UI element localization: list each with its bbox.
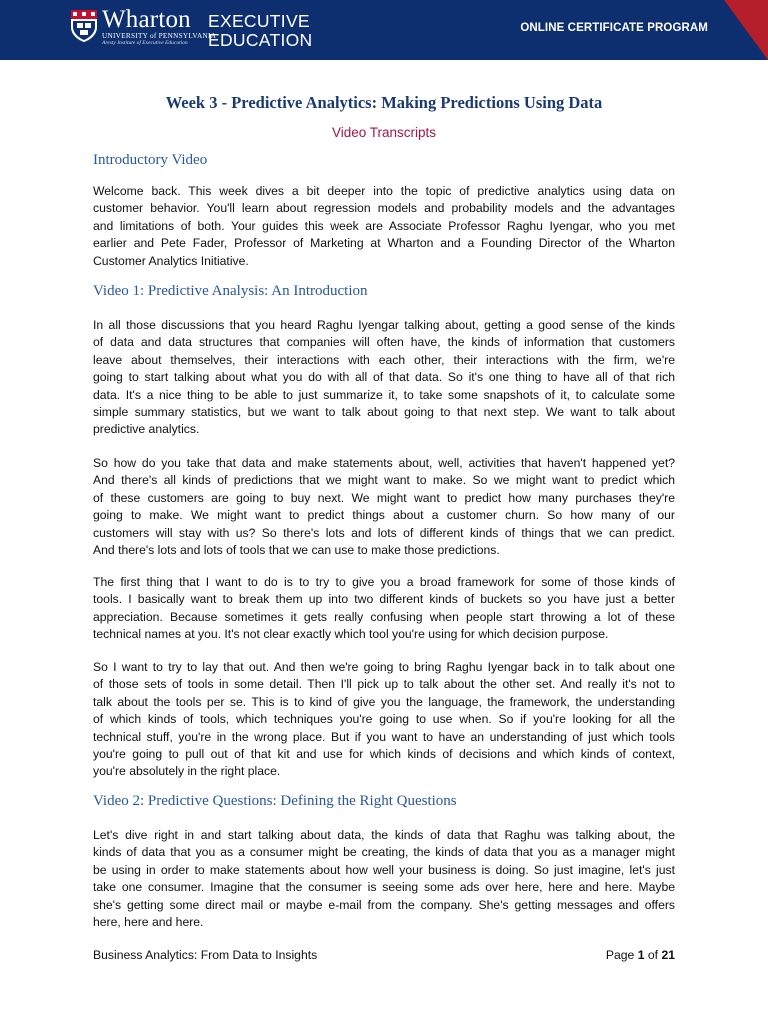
text-line: tools. I basically want to break them up into two different kinds of buckets so you have just a better [93, 592, 675, 607]
text-line: In all those discussions that you heard Raghu Iyengar talking about, getting a good sense of the kinds [93, 318, 675, 332]
text-line: leave about themselves, their interactions with each other, their interactions with the firm, we're [93, 352, 675, 367]
text-line: of data and data structures that companies will often have, the kinds of information that customers [93, 335, 675, 350]
footer-course-title: Business Analytics: From Data to Insights [93, 948, 318, 962]
banner-accent-corner [724, 0, 768, 60]
text-line: talk about the tools per se. This is to kind of give you the language, the framework, the understanding [93, 694, 675, 709]
paragraph [93, 183, 675, 270]
text-line: Let's dive right in and start talking about data, the kinds of data that Raghu was talking about, the [93, 828, 675, 842]
section-heading-video-2: Video 2: Predictive Questions: Defining the Right Questions [93, 793, 457, 809]
exec-line-2: EDUCATION [208, 29, 313, 50]
footer-page-number [606, 948, 675, 962]
page-of: of [647, 948, 659, 962]
logo-university: UNIVERSITY of PENNSYLVANIA [102, 32, 217, 40]
text-line: data. It's a nice thing to be able to just summarize it, to take some snapshots of it, to calculate some [93, 387, 675, 402]
logo-name: Wharton [102, 6, 191, 33]
paragraph [93, 659, 675, 781]
program-label: ONLINE CERTIFICATE PROGRAM [520, 22, 708, 34]
text-line: of which kinds of tools, which techniques you're going to use when. So if you're looking for all the [93, 712, 675, 727]
wharton-logo [70, 8, 216, 52]
paragraph [93, 317, 675, 439]
section-heading-video-1: Video 1: Predictive Analysis: An Introduction [93, 283, 368, 299]
page-word: Page [605, 948, 635, 962]
text-line: predictive analytics. [93, 422, 200, 437]
document-title: Week 3 - Predictive Analytics: Making Predictions Using Data [165, 93, 603, 112]
text-line: simple summary statistics, but we want to talk about going to that next step. We want to talk about [93, 405, 675, 420]
text-line: be using in order to make statements about how well your business is doing. So just imagine, let's just [93, 862, 675, 877]
text-line: appreciation. Because sometimes it gets really confusing when people start throwing a lot of these [93, 609, 675, 624]
header-banner [0, 0, 768, 60]
text-line: technical stuff, you're in the wrong place. But if you want to have an understanding of just which tools [93, 729, 675, 744]
text-line: So I want to try to lay that out. And then we're going to bring Raghu Iyengar back in to talk about one [93, 660, 675, 674]
text-line: and limitations of both. Your guides this week are Associate Professor Raghu Iyengar, who you met [93, 218, 675, 233]
page-total: 21 [661, 948, 675, 962]
text-line: Welcome back. This week dives a bit deeper into the topic of predictive analytics using data on [93, 184, 675, 198]
text-line: going to start talking about what you do with all of that data. So it's one thing to have all of that rich [93, 370, 675, 385]
wordmark [102, 8, 216, 47]
text-line: customers will stay with us? So there's lots and lots of different kinds of things that we can predict. [93, 525, 675, 540]
text-line: technical names at you. It's not clear exactly which tool you're using for which decision purpose. [93, 627, 609, 642]
text-line: customer behavior. You'll learn about regression models and probability models and the advantages [93, 201, 675, 216]
text-line: take one consumer. Imagine that the consumer is seeing some ads over here, here and here. Maybe [93, 880, 675, 895]
text-line: And there's lots and lots of tools that we can use to make those predictions. [93, 543, 500, 558]
text-line: earlier and Pete Fader, Professor of Marketing at Wharton and a Founding Director of the Wharton [93, 236, 675, 251]
paragraph [93, 455, 675, 559]
exec-line-1: EXECUTIVE [208, 11, 310, 31]
paragraph [93, 574, 675, 644]
text-line: here, here and here. [93, 915, 204, 930]
text-line: The first thing that I want to do is to try to give you a broad framework for some of those kinds of [93, 575, 675, 589]
executive-education-label [208, 12, 312, 49]
text-line: And there's all kinds of predictions that we might want to make. So we might want to predict which [93, 473, 675, 488]
text-line: So how do you take that data and make statements about, well, activities that haven't happened yet? [93, 456, 675, 470]
logo-aresty: Aresty Institute of Executive Education [102, 40, 188, 46]
text-line: of these customers are going to buy next. We might want to predict how many purchases they're [93, 490, 675, 505]
page-current: 1 [637, 948, 645, 962]
paragraph [93, 827, 675, 931]
text-line: kinds of data that you as a consumer might be creating, the kinds of data that you as a manager might [93, 845, 675, 860]
text-line: you're going to pull out of that kit and use for which kinds of decisions and which kinds of context, [93, 747, 675, 762]
text-line: she's getting some direct mail or maybe e-mail from the company. She's getting messages and offers [93, 897, 675, 912]
text-line: you're absolutely in the right place. [93, 764, 281, 779]
section-heading-intro: Introductory Video [93, 152, 208, 168]
text-line: going to make. We might want to predict things about a customer churn. So how many of our [93, 508, 675, 523]
text-line: Customer Analytics Initiative. [93, 253, 249, 268]
document-subtitle: Video Transcripts [331, 125, 437, 140]
penn-shield-icon [70, 9, 98, 43]
text-line: of those sets of tools in some detail. Then I'll pick up to talk about the other set. And really it's not to [93, 677, 675, 692]
